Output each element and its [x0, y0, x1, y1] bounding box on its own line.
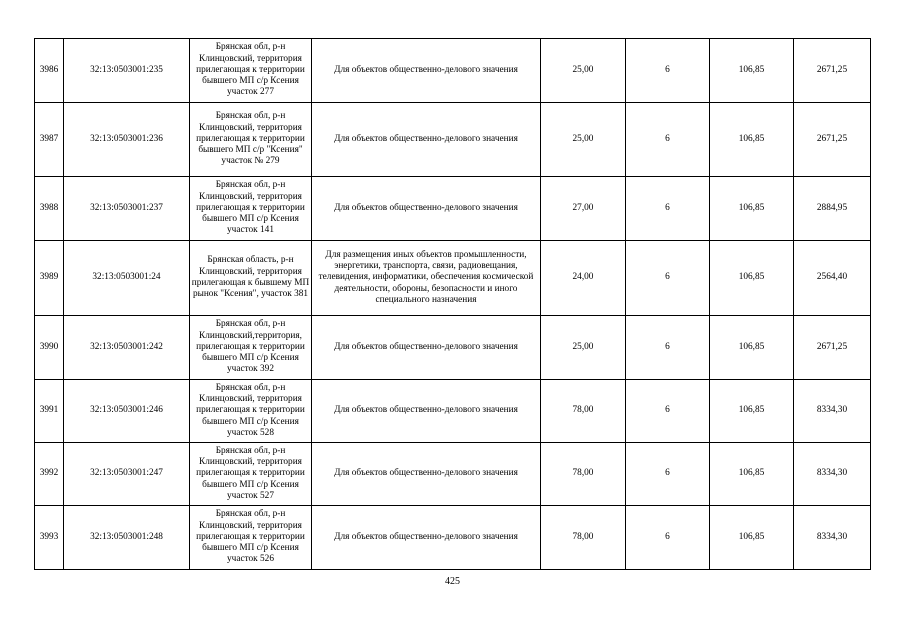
- group: 6: [626, 241, 710, 316]
- table-row: [35, 380, 871, 443]
- table-row: [35, 39, 871, 103]
- group: 6: [626, 506, 710, 570]
- land-use: Для объектов общественно-делового значения: [312, 177, 541, 241]
- group: 6: [626, 177, 710, 241]
- rate: 106,85: [710, 241, 794, 316]
- cadastral-value: 2671,25: [794, 316, 871, 380]
- area: 27,00: [541, 177, 626, 241]
- table-row: [35, 506, 871, 570]
- row-number: 3987: [35, 103, 64, 177]
- cadastral-value: 8334,30: [794, 506, 871, 570]
- group: 6: [626, 443, 710, 506]
- cadastral-number: 32:13:0503001:248: [64, 506, 190, 570]
- cadastral-number: 32:13:0503001:237: [64, 177, 190, 241]
- rate: 106,85: [710, 177, 794, 241]
- address: Брянская обл, р-н Клинцовский, территория прилегающая к территории бывшего МП с/р "Ксения" участок № 279: [190, 103, 312, 177]
- cadastral-value: 2671,25: [794, 103, 871, 177]
- cadastral-value: 2564,40: [794, 241, 871, 316]
- table-row: [35, 241, 871, 316]
- land-use: Для объектов общественно-делового значения: [312, 506, 541, 570]
- cadastral-value: 8334,30: [794, 380, 871, 443]
- group: 6: [626, 316, 710, 380]
- rate: 106,85: [710, 506, 794, 570]
- address: Брянская обл, р-н Клинцовский, территория прилегающая к территории бывшего МП с/р Ксения участок 526: [190, 506, 312, 570]
- table-row: [35, 177, 871, 241]
- table-row: [35, 443, 871, 506]
- area: 78,00: [541, 443, 626, 506]
- land-use: Для объектов общественно-делового значения: [312, 443, 541, 506]
- area: 25,00: [541, 103, 626, 177]
- cadastral-number: 32:13:0503001:242: [64, 316, 190, 380]
- cadastral-number: 32:13:0503001:235: [64, 39, 190, 103]
- address: Брянская обл, р-н Клинцовский, территория прилегающая к территории бывшего МП с/р Ксения участок 527: [190, 443, 312, 506]
- cadastral-value: 8334,30: [794, 443, 871, 506]
- row-number: 3992: [35, 443, 64, 506]
- group: 6: [626, 39, 710, 103]
- address: Брянская область, р-н Клинцовский, территория прилегающая к бывшему МП рынок "Ксения", участок 381: [190, 241, 312, 316]
- row-number: 3991: [35, 380, 64, 443]
- area: 78,00: [541, 380, 626, 443]
- land-use: Для объектов общественно-делового значения: [312, 39, 541, 103]
- address: Брянская обл, р-н Клинцовский, территория прилегающая к территории бывшего МП с/р Ксения участок 141: [190, 177, 312, 241]
- land-use: Для размещения иных объектов промышленности, энергетики, транспорта, связи, радиовещания, телевидения, информатики, обеспечения космической деятельности, обороны, безопасности и иного специального назначения: [312, 241, 541, 316]
- cadastral-value-table: [34, 38, 871, 570]
- row-number: 3989: [35, 241, 64, 316]
- area: 25,00: [541, 39, 626, 103]
- page-number: 425: [445, 576, 460, 587]
- rate: 106,85: [710, 316, 794, 380]
- rate: 106,85: [710, 443, 794, 506]
- row-number: 3986: [35, 39, 64, 103]
- row-number: 3988: [35, 177, 64, 241]
- rate: 106,85: [710, 39, 794, 103]
- row-number: 3993: [35, 506, 64, 570]
- land-use: Для объектов общественно-делового значения: [312, 316, 541, 380]
- cadastral-number: 32:13:0503001:246: [64, 380, 190, 443]
- row-number: 3990: [35, 316, 64, 380]
- land-use: Для объектов общественно-делового значения: [312, 380, 541, 443]
- table-row: [35, 316, 871, 380]
- rate: 106,85: [710, 103, 794, 177]
- group: 6: [626, 103, 710, 177]
- cadastral-value: 2671,25: [794, 39, 871, 103]
- cadastral-number: 32:13:0503001:236: [64, 103, 190, 177]
- area: 25,00: [541, 316, 626, 380]
- address: Брянская обл, р-н Клинцовский, территория прилегающая к территории бывшего МП с/р Ксения участок 528: [190, 380, 312, 443]
- cadastral-number: 32:13:0503001:247: [64, 443, 190, 506]
- address: Брянская обл, р-н Клинцовский, территория прилегающая к территории бывшего МП с/р Ксения участок 277: [190, 39, 312, 103]
- area: 78,00: [541, 506, 626, 570]
- area: 24,00: [541, 241, 626, 316]
- rate: 106,85: [710, 380, 794, 443]
- land-use: Для объектов общественно-делового значения: [312, 103, 541, 177]
- cadastral-number: 32:13:0503001:24: [64, 241, 190, 316]
- address: Брянская обл, р-н Клинцовский,территория, прилегающая к территории бывшего МП с/р Ксения участок 392: [190, 316, 312, 380]
- cadastral-value: 2884,95: [794, 177, 871, 241]
- table-row: [35, 103, 871, 177]
- group: 6: [626, 380, 710, 443]
